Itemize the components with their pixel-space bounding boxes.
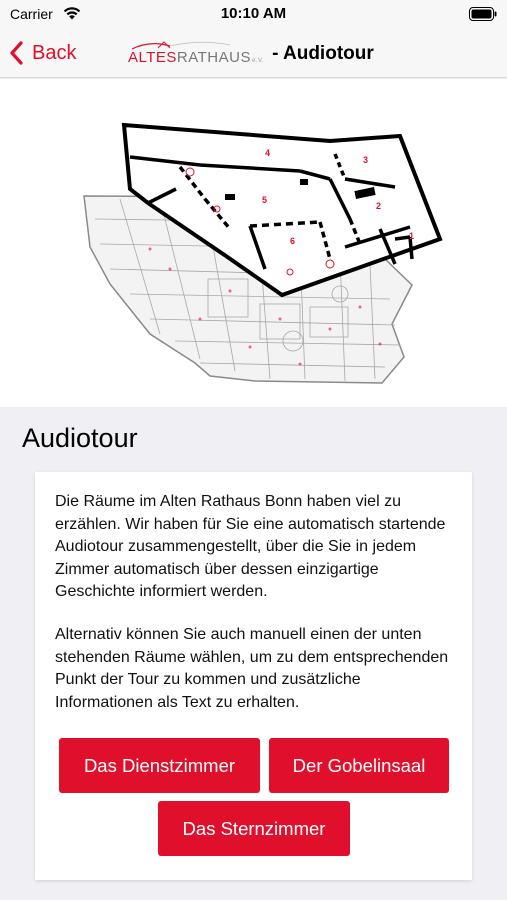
status-bar bbox=[0, 0, 507, 28]
nav-title-group bbox=[128, 40, 374, 68]
chevron-left-icon bbox=[8, 40, 26, 66]
room-number-6: 6 bbox=[290, 236, 296, 246]
room-number-1: 1 bbox=[409, 231, 415, 241]
page-title: - Audiotour bbox=[272, 43, 374, 64]
floorplan-image bbox=[0, 79, 507, 407]
room-button-sternzimmer[interactable]: Das Sternzimmer bbox=[158, 801, 350, 856]
carrier-label: Carrier bbox=[10, 6, 53, 22]
clock: 10:10 AM bbox=[220, 5, 287, 22]
section-heading: Audiotour bbox=[22, 423, 138, 453]
altes-rathaus-logo bbox=[128, 42, 264, 66]
audiotour-card bbox=[35, 472, 472, 880]
battery-icon bbox=[469, 7, 497, 26]
room-button-gobelinsaal[interactable]: Der Gobelinsaal bbox=[269, 738, 449, 793]
alternative-paragraph: Alternativ können Sie auch manuell einen der unten stehenden Räume wählen, um zu dem entsprechenden Punkt der Tour zu kommen und zusätzliche Informationen als Text zu erhalten. bbox=[55, 626, 449, 711]
back-button[interactable] bbox=[8, 38, 76, 68]
room-number-5: 5 bbox=[262, 195, 268, 205]
room-number-3: 3 bbox=[363, 155, 369, 165]
navigation-bar bbox=[0, 28, 507, 78]
logo-text-ev: e.V. bbox=[251, 58, 265, 64]
logo-text-altes: ALTES bbox=[128, 49, 177, 66]
intro-paragraph: Die Räume im Alten Rathaus Bonn haben viel zu erzählen. Wir haben für Sie eine automatisch startende Audiotour zusammengestellt, über die Sie in jedem Zimmer automatisch über dessen einzigartige Geschichte informiert werden. bbox=[55, 493, 446, 600]
logo-text-rathaus: RATHAUS bbox=[176, 49, 251, 66]
room-button-dienstzimmer[interactable]: Das Dienstzimmer bbox=[59, 738, 260, 793]
room-number-4: 4 bbox=[265, 148, 271, 158]
room-number-2: 2 bbox=[376, 201, 382, 211]
back-label: Back bbox=[32, 41, 77, 64]
